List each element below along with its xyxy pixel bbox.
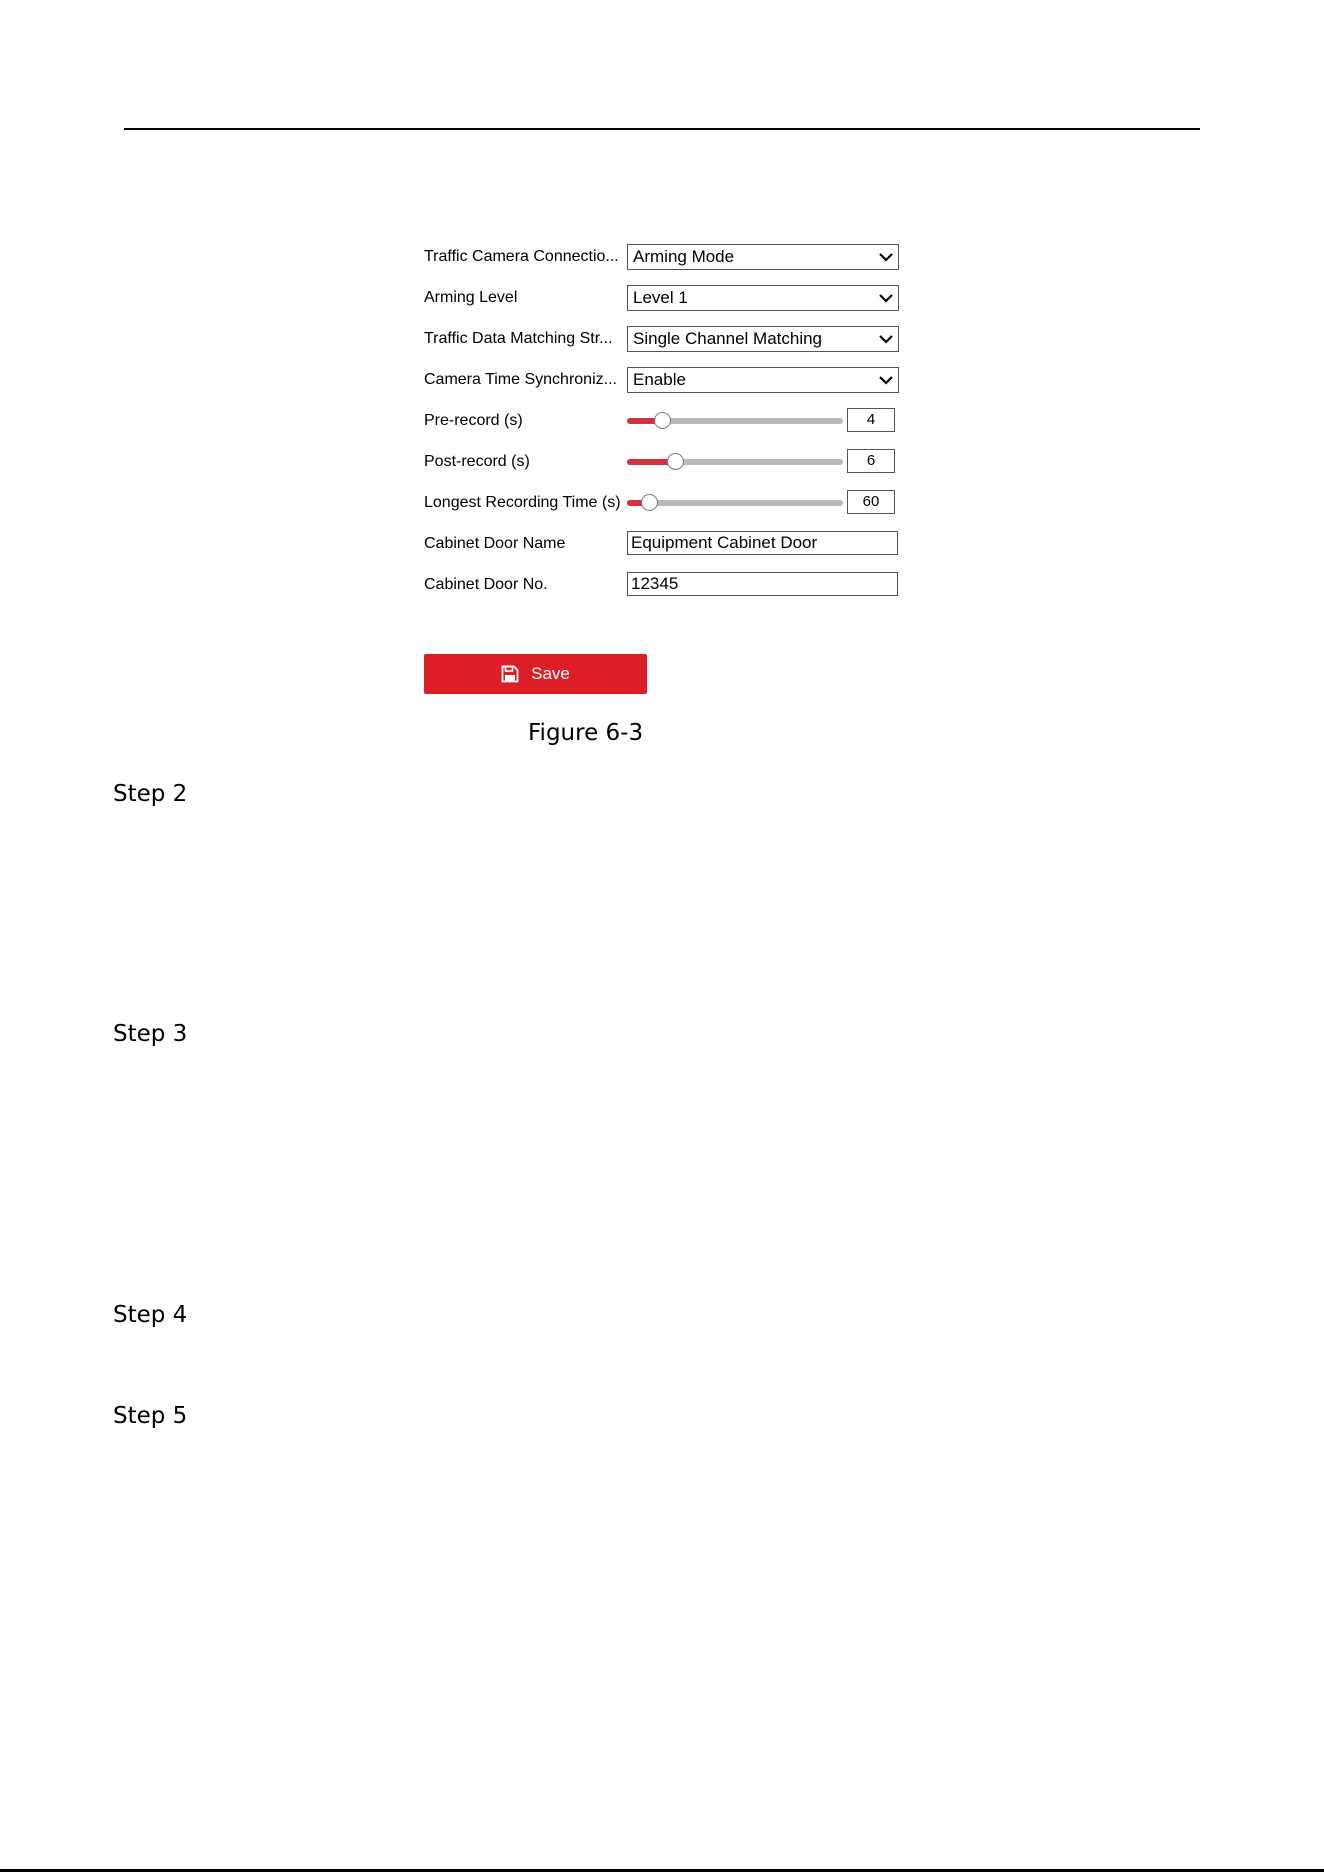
chevron-down-icon xyxy=(878,372,894,388)
save-button-label: Save xyxy=(531,664,570,683)
row-arming-level xyxy=(424,285,904,326)
pre-record-label: Pre-record (s) xyxy=(424,412,523,429)
traffic-data-matching-select[interactable] xyxy=(627,326,899,352)
arming-level-select[interactable] xyxy=(627,285,899,311)
select-value: Arming Mode xyxy=(633,247,735,266)
header-rule xyxy=(124,128,1200,130)
select-value: Single Channel Matching xyxy=(633,329,823,348)
row-camera-time-sync xyxy=(424,367,904,408)
traffic-camera-connection-select[interactable] xyxy=(627,244,899,270)
save-button[interactable] xyxy=(424,654,647,694)
step-5-heading: Step 5 xyxy=(113,1403,188,1429)
arming-level-label: Arming Level xyxy=(424,289,518,306)
pre-record-slider[interactable] xyxy=(627,418,843,424)
pre-record-value-input[interactable]: 4 xyxy=(847,408,895,432)
row-cabinet-door-no xyxy=(424,572,904,613)
camera-time-sync-select[interactable] xyxy=(627,367,899,393)
cabinet-door-no-input[interactable]: 12345 xyxy=(627,572,898,596)
cabinet-door-no-label: Cabinet Door No. xyxy=(424,576,548,593)
floppy-disk-icon xyxy=(501,665,519,683)
post-record-label: Post-record (s) xyxy=(424,453,530,470)
camera-time-sync-label: Camera Time Synchroniz... xyxy=(424,371,617,388)
row-cabinet-door-name xyxy=(424,531,904,572)
step-4-heading: Step 4 xyxy=(113,1302,188,1328)
step-3-heading: Step 3 xyxy=(113,1021,188,1047)
chevron-down-icon xyxy=(878,331,894,347)
slider-thumb[interactable] xyxy=(654,412,671,429)
select-value: Level 1 xyxy=(633,288,688,307)
cabinet-settings-form xyxy=(424,244,904,613)
traffic-data-matching-label: Traffic Data Matching Str... xyxy=(424,330,613,347)
cabinet-door-name-label: Cabinet Door Name xyxy=(424,535,566,552)
chevron-down-icon xyxy=(878,249,894,265)
longest-recording-time-label: Longest Recording Time (s) xyxy=(424,494,621,511)
longest-recording-time-value-input[interactable]: 60 xyxy=(847,490,895,514)
select-value: Enable xyxy=(633,370,686,389)
slider-thumb[interactable] xyxy=(641,494,658,511)
row-traffic-camera-connection xyxy=(424,244,904,285)
post-record-value-input[interactable]: 6 xyxy=(847,449,895,473)
longest-recording-time-slider[interactable] xyxy=(627,500,843,506)
row-longest-recording-time xyxy=(424,490,904,531)
traffic-camera-connection-label: Traffic Camera Connectio... xyxy=(424,248,619,265)
cabinet-door-name-input[interactable]: Equipment Cabinet Door xyxy=(627,531,898,555)
figure-caption: Figure 6-3 xyxy=(528,720,644,746)
post-record-slider[interactable] xyxy=(627,459,843,465)
row-traffic-data-matching xyxy=(424,326,904,367)
row-pre-record xyxy=(424,408,904,449)
slider-thumb[interactable] xyxy=(667,453,684,470)
step-2-heading: Step 2 xyxy=(113,781,188,807)
chevron-down-icon xyxy=(878,290,894,306)
row-post-record xyxy=(424,449,904,490)
